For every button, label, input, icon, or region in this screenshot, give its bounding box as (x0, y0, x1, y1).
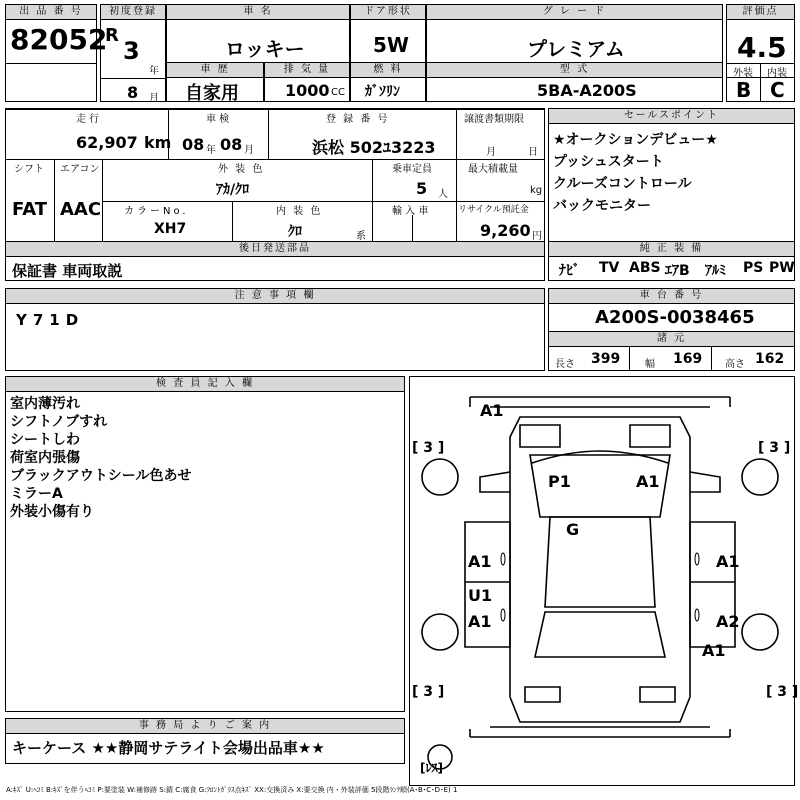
lot-number: 82052 (10, 23, 108, 56)
door-type: 5W (373, 33, 409, 57)
door-label: ドア形状 (351, 5, 425, 20)
car-diagram (409, 376, 799, 786)
mark-a1-top: A1 (480, 401, 504, 420)
inspector-label: 検 査 員 記 入 欄 (6, 377, 404, 392)
sales-points-box (548, 108, 795, 242)
height: 162 (755, 351, 785, 367)
ext-label: 外装 (733, 68, 753, 79)
color-no-label: カラーNo. (124, 206, 189, 217)
first-registration-label: 初度登録 (101, 5, 165, 20)
equipment-item: ﾅﾋﾞ (559, 263, 580, 279)
fuel-box (350, 62, 426, 102)
month-unit: 月 (149, 93, 159, 104)
int-grade: C (770, 78, 785, 102)
lot-number-label: 出 品 番 号 (6, 5, 96, 20)
details-block (5, 108, 545, 256)
inspection-year: 08 (182, 135, 205, 154)
recycle-unit: 円 (532, 231, 542, 242)
notes-text: Y71D (16, 311, 85, 329)
tire-front-left: [ 3 ] (412, 440, 445, 456)
grade: プレミアム (527, 37, 625, 61)
later-parts-label: 後日発送部品 (6, 242, 544, 257)
inspector-box (5, 376, 405, 712)
car-outline (410, 377, 794, 785)
cc-unit: CC (331, 87, 345, 98)
later-parts-box (5, 241, 545, 281)
interior-unit: 系 (356, 231, 366, 242)
int-label: 内装 (767, 68, 787, 79)
car-name: ロッキー (225, 37, 305, 61)
length: 399 (591, 351, 621, 367)
chassis-box (548, 288, 795, 371)
mark-a1-roof: A1 (636, 472, 660, 491)
fuel: ｶﾞｿﾘﾝ (365, 84, 400, 100)
fuel-label: 燃 料 (351, 63, 425, 78)
sales-point: クルーズコントロール (553, 176, 692, 192)
office-box (5, 718, 405, 764)
era: R (105, 25, 119, 46)
legend: A:ｷｽﾞ U:ﾍｺﾐ B:ｷｽﾞを伴うﾍｺﾐ P:要塗装 W:補修跡 S:錆 C:腐食 G:ﾌﾛﾝﾄｶﾞﾗｽ点ｷｽﾞ XX:交換済み X:要交換 内・外装評価 5段階ﾗﾝｸ順(A･B･C･D･E) 1 (6, 786, 458, 794)
score-box (726, 4, 795, 102)
grade-label: グ レ ー ド (427, 5, 722, 20)
transfer-day: 日 (528, 147, 538, 158)
history: 自家用 (185, 83, 239, 104)
equipment-item: ABS (629, 260, 661, 276)
history-box (166, 62, 264, 102)
mileage: 62,907 (76, 133, 138, 152)
km-unit: km (144, 133, 172, 152)
ac: AAC (60, 199, 102, 220)
color-label: 外 装 色 (218, 164, 265, 175)
transfer-label: 譲渡書類期限 (464, 114, 524, 125)
width-label: 幅 (645, 359, 655, 370)
model: 5BA-A200S (537, 81, 637, 100)
displacement-box (264, 62, 350, 102)
mark-a1-right2: A1 (702, 641, 726, 660)
chassis-label: 車 台 番 号 (549, 289, 794, 304)
history-label: 車 歴 (167, 63, 263, 78)
import-label: 輸 入 車 (392, 206, 429, 217)
first-registration-box (100, 4, 166, 102)
tire-rear-left: [ 3 ] (412, 684, 445, 700)
shift-label: シフト (14, 164, 44, 175)
capacity-unit: 人 (438, 189, 448, 200)
mileage-label: 走 行 (76, 114, 100, 125)
equipment-item: ｱﾙﾐ (705, 263, 726, 279)
inspector-line: ブラックアウトシール色あせ (10, 468, 192, 484)
transfer-month: 月 (486, 147, 496, 158)
width: 169 (673, 351, 703, 367)
tire-rear-right: [ 3 ] (766, 684, 799, 700)
inspection-year-unit: 年 (206, 145, 216, 156)
inspector-line: 荷室内張傷 (10, 450, 80, 466)
notes-box (5, 288, 545, 371)
displacement: 1000 (285, 81, 330, 100)
equipment-item: PW (769, 260, 795, 276)
inspector-line: ミラーA (10, 486, 63, 502)
inspection-month: 08 (220, 135, 243, 154)
length-label: 長さ (555, 359, 575, 370)
interior-label: 内 装 色 (276, 206, 323, 217)
recycle-label: リサイクル預託金 (458, 205, 529, 215)
interior-color: ｸﾛ (288, 224, 302, 240)
spare-tire: [ﾚｽ] (420, 761, 443, 775)
inspector-line: シートしわ (10, 432, 80, 448)
equipment-box (548, 241, 795, 281)
mark-a1-right: A1 (716, 552, 740, 571)
lot-number-box (5, 4, 108, 102)
sales-point: バックモニター (553, 198, 651, 214)
year-unit: 年 (149, 66, 159, 77)
inspection-month-unit: 月 (244, 145, 254, 156)
sales-point: プッシュスタート (553, 154, 664, 170)
ext-grade: B (736, 78, 752, 102)
exterior-color: ｱｶ/ｸﾛ (216, 182, 250, 198)
sales-points-label: セールスポイント (549, 109, 794, 124)
capacity: 5 (416, 179, 428, 198)
reg-year: 3 (123, 37, 140, 65)
registration-label: 登 録 番 号 (326, 114, 390, 125)
inspector-line: シフトノブすれ (10, 414, 108, 430)
model-label: 型 式 (427, 63, 722, 78)
capacity-label: 乗車定員 (392, 164, 432, 175)
model-box (426, 62, 723, 102)
car-name-label: 車 名 (167, 5, 349, 20)
tire-front-right: [ 3 ] (758, 440, 791, 456)
equipment-item: PS (743, 260, 764, 276)
registration-number: 浜松 502ﾕ3223 (312, 138, 436, 157)
mark-g: G (566, 520, 580, 539)
displacement-label: 排 気 量 (265, 63, 349, 78)
height-label: 高さ (725, 359, 745, 370)
color-number: XH7 (154, 221, 187, 237)
ac-label: エアコン (60, 164, 100, 175)
later-parts: 保証書 車両取説 (12, 262, 123, 280)
mark-u1: U1 (468, 586, 493, 605)
score-label: 評価点 (727, 5, 794, 20)
equipment-label: 純 正 装 備 (549, 242, 794, 257)
shift: FAT (12, 199, 48, 220)
mark-p1: P1 (548, 472, 571, 491)
equipment-item: TV (599, 260, 620, 276)
office-label: 事 務 局 よ り ご 案 内 (6, 719, 404, 734)
mark-a1-left2: A1 (468, 612, 492, 631)
mark-a1-left: A1 (468, 552, 492, 571)
score: 4.5 (737, 31, 787, 64)
spec-label: 諸 元 (549, 331, 794, 347)
mark-a2: A2 (716, 612, 740, 631)
chassis-number: A200S-0038465 (595, 307, 755, 328)
recycle-fee: 9,260 (480, 221, 531, 240)
equipment-item: ｴｱB (665, 263, 690, 279)
inspection-label: 車 検 (206, 114, 230, 125)
load-label: 最大積載量 (468, 164, 518, 175)
office-text: キーケース ★★静岡サテライト会場出品車★★ (12, 739, 325, 757)
load-unit: kg (530, 185, 543, 196)
reg-month: 8 (127, 83, 139, 102)
sales-point: ★オークションデビュー★ (553, 132, 718, 148)
inspector-line: 室内薄汚れ (10, 396, 80, 412)
notes-label: 注 意 事 項 欄 (6, 289, 544, 304)
inspector-line: 外装小傷有り (10, 504, 94, 520)
